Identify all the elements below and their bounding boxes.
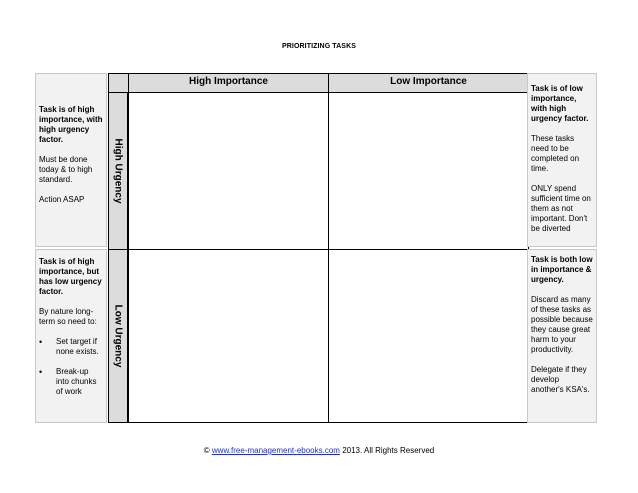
right-top-description (527, 73, 597, 247)
col-header-low-importance: Low Importance (328, 73, 529, 93)
right-top-line1: These tasks need to be completed on time. (531, 134, 580, 173)
list-item: • Break-up into chunks of work (39, 367, 103, 397)
page-title: PRIORITIZING TASKS (281, 43, 356, 50)
row-header-label: High Urgency (112, 138, 124, 204)
quadrant-low-importance-low-urgency (328, 249, 529, 423)
left-bottom-intro: By nature long-term so need to: (39, 307, 97, 326)
right-bottom-line1: Discard as many of these tasks as possible because they cause great harm to your productivity. (531, 295, 593, 354)
quadrant-low-importance-high-urgency (328, 92, 529, 250)
left-top-description (35, 73, 107, 247)
left-top-line1: Must be done today & to high standard. (39, 155, 93, 184)
priority-matrix (108, 73, 529, 423)
copyright-symbol: © (203, 446, 210, 455)
left-bottom-bullets (39, 337, 103, 397)
row-header-high-urgency (108, 92, 128, 250)
right-bottom-description (527, 249, 597, 423)
matrix-corner (108, 73, 129, 93)
row-header-low-urgency (108, 249, 128, 423)
quadrant-high-importance-high-urgency (128, 92, 329, 250)
row-header-label: Low Urgency (112, 304, 124, 368)
left-top-heading: Task is of high importance, with high urgency factor. (39, 105, 103, 144)
col-header-high-importance: High Importance (128, 73, 329, 93)
quadrant-high-importance-low-urgency (128, 249, 329, 423)
footer (0, 446, 638, 455)
left-bottom-description (35, 249, 107, 423)
website-link[interactable]: www.free-management-ebooks.com (211, 446, 340, 455)
right-top-line2: ONLY spend sufficient time on them as not important. Don't be diverted (531, 184, 591, 233)
right-bottom-heading: Task is both low in importance & urgency. (531, 255, 593, 284)
right-bottom-line2: Delegate if they develop another's KSA's. (531, 365, 590, 394)
copyright-text: 2013. All Rights Reserved (342, 446, 435, 455)
left-top-line2: Action ASAP (39, 195, 85, 204)
list-item: • Set target if none exists. (39, 337, 103, 357)
left-bottom-heading: Task is of high importance, but has low urgency factor. (39, 257, 102, 296)
right-top-heading: Task is of low importance, with high urgency factor. (531, 84, 589, 123)
